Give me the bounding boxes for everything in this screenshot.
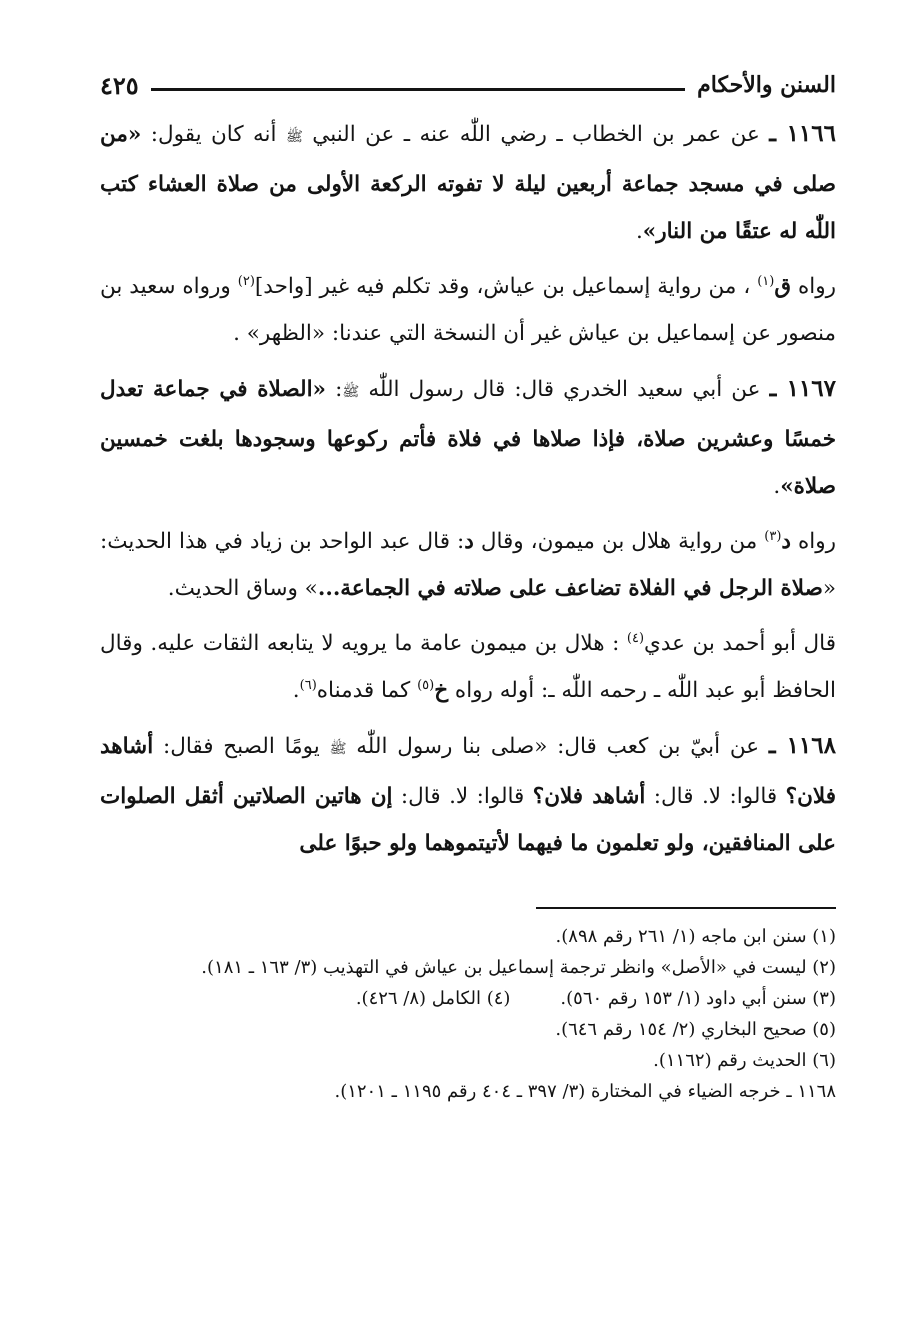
comment-text: » وساق الحديث. [167, 576, 318, 601]
hadith-intro-2: أنه كان يقول: [150, 122, 286, 147]
footnote-7: ١١٦٨ ـ خرجه الضياء في المختارة (٣/ ٣٩٧ ـ ٤٠٤ رقم ١١٩٥ ـ ١٢٠١). [334, 1081, 836, 1102]
footnote-ref: (٥) [417, 677, 435, 693]
footnote-1: (١) سنن ابن ماجه (١/ ٢٦١ رقم ٨٩٨). [555, 926, 836, 947]
salutation-glyph: ﷺ [285, 129, 303, 145]
hadith-intro: عن أبيّ بن كعب قال: «صلى بنا رسول اللّٰه [346, 734, 769, 759]
source-symbol: ق [774, 274, 792, 299]
footnote-6: (٦) الحديث رقم (١١٦٢). [653, 1050, 836, 1071]
hadith-text: «من صلى في مسجد جماعة أربعين ليلة لا تفوته الركعة الأولى من صلاة العشاء كتب اللّٰه له عتقًا من النار» [100, 122, 836, 244]
comment-text: قالوا: لا. قال: [392, 784, 533, 809]
header-rule [151, 88, 685, 91]
hadith-1168 [100, 722, 836, 867]
hadith-intro: عن أبي سعيد الخدري قال: قال رسول اللّٰه [359, 377, 770, 402]
comment-text: كما قدمناه [316, 678, 418, 703]
hadith-number: ١١٦٧ ـ [769, 375, 836, 402]
footnote-5: (٥) صحيح البخاري (٢/ ١٥٤ رقم ٦٤٦). [555, 1019, 836, 1040]
hadith-1167-note [100, 620, 836, 714]
comment-text: رواه [790, 529, 836, 554]
hadith-text: إن هاتين الصلاتين أثقل الصلوات على المنافقين، ولو تعلمون ما فيهما لأتيتموهما ولو حبوًا على [100, 784, 836, 856]
hadith-intro-2: يومًا الصبح فقال: [153, 734, 330, 759]
comment-text: ورواه سعيد بن منصور عن إسماعيل بن عياش غير أن النسخة التي عندنا: «الظهر» . [100, 274, 836, 346]
page-header [100, 60, 836, 110]
footnote-ref: (١) [757, 273, 775, 289]
hadith-text: أشاهد فلان؟ [532, 784, 646, 809]
page-number: ٤٢٥ [100, 70, 139, 100]
source-symbol: خ [434, 678, 449, 703]
hadith-text: أشاهد فلان؟ [100, 734, 836, 809]
bracket-text: [واحد] [254, 274, 313, 299]
hadith-1167-commentary [100, 518, 836, 612]
comment-text: رواه [791, 274, 836, 299]
footnote-2: (٢) ليست في «الأصل» وانظر ترجمة إسماعيل بن عياش في التهذيب (٣/ ١٦٣ ـ ١٨١). [201, 957, 836, 978]
comment-text: قال أبو أحمد بن عدي [644, 631, 836, 656]
footnote-ref: (٢) [237, 273, 255, 289]
footnote-4: (٤) الكامل (٨/ ٤٢٦). [355, 988, 511, 1009]
comment-text: قالوا: لا. قال: [645, 784, 786, 809]
salutation-glyph: ﷺ [329, 741, 347, 757]
footnote-3: (٣) سنن أبي داود (١/ ١٥٣ رقم ٥٦٠). [560, 988, 836, 1009]
footnote-row [100, 983, 836, 1014]
source-symbol: د [464, 529, 474, 554]
hadith-end: . [773, 474, 781, 499]
hadith-number: ١١٦٦ ـ [769, 120, 836, 147]
footnote-ref: (٦) [299, 677, 317, 693]
book-page [100, 60, 836, 1220]
hadith-1166 [100, 110, 836, 255]
source-symbol: د [781, 529, 791, 554]
hadith-intro-2: : [326, 377, 343, 402]
comment-text: من رواية هلال بن ميمون، وقال [473, 529, 765, 554]
hadith-text: «الصلاة في جماعة تعدل خمسًا وعشرين صلاة، فإذا صلاها في فلاة فأتم ركوعها وسجودها بلغت خمسين صلاة» [100, 377, 836, 499]
comment-text: : قال عبد الواحد بن زياد في هذا الحديث: « [100, 529, 836, 601]
hadith-1166-commentary [100, 263, 836, 357]
hadith-end: . [635, 219, 643, 244]
comment-text: : هلال بن ميمون عامة ما يرويه لا يتابعه الثقات عليه. وقال الحافظ أبو عبد اللّٰه ـ رحمه اللّٰه ـ: أوله رواه [100, 631, 836, 703]
footnotes [100, 921, 836, 1107]
comment-text: ، من رواية إسماعيل بن عياش، وقد تكلم فيه غير [312, 274, 758, 299]
salutation-glyph: ﷺ [342, 384, 360, 400]
hadith-1167 [100, 365, 836, 510]
hadith-intro: عن عمر بن الخطاب ـ رضي اللّٰه عنه ـ عن النبي [302, 122, 770, 147]
quoted-text: صلاة الرجل في الفلاة تضاعف على صلاته في الجماعة... [317, 576, 823, 601]
footnote-rule [536, 907, 836, 909]
hadith-number: ١١٦٨ ـ [768, 732, 836, 759]
comment-text: . [292, 678, 300, 703]
footnote-ref: (٣) [764, 528, 782, 544]
footnote-ref: (٤) [626, 630, 645, 646]
running-title: السنن والأحكام [697, 72, 836, 98]
